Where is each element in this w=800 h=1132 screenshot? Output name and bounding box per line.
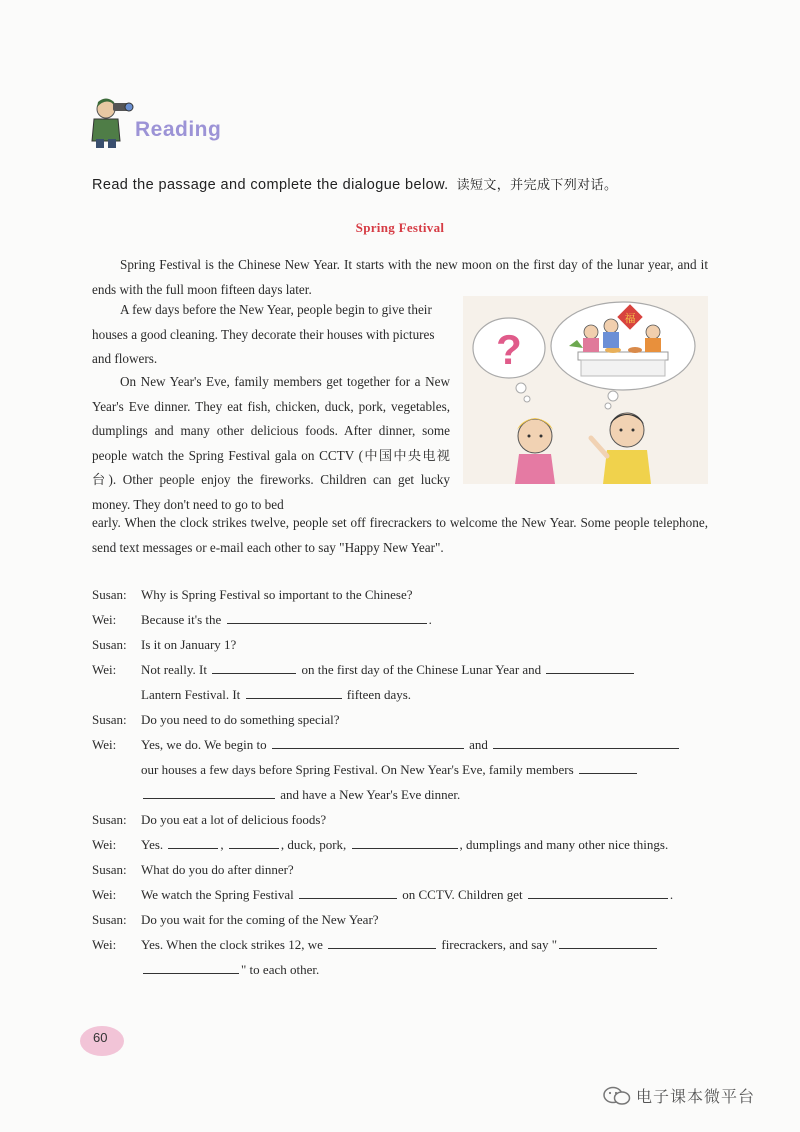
dialogue-line bbox=[92, 607, 712, 632]
dialogue-text: Because it's the . bbox=[141, 607, 432, 632]
dialogue-line bbox=[92, 857, 712, 882]
passage-paragraph-1: Spring Festival is the Chinese New Year. It starts with the new moon on the first day of the lunar year, and it ends with the full moon fifteen days later. bbox=[92, 257, 708, 297]
speaker-susan: Susan: bbox=[92, 862, 127, 877]
speaker-wei: Wei: bbox=[92, 737, 117, 752]
answer-blank[interactable] bbox=[227, 608, 427, 624]
instruction-english: Read the passage and complete the dialogue below. bbox=[92, 177, 449, 193]
dialogue-text: our houses a few days before Spring Festival. On New Year's Eve, family members bbox=[141, 757, 639, 782]
dialogue-line bbox=[92, 657, 712, 682]
dialogue-text: Yes. , , duck, pork, , dumplings and many other nice things. bbox=[141, 832, 668, 857]
question-mark-icon: ? bbox=[496, 326, 522, 373]
dialogue-line bbox=[92, 882, 712, 907]
dialogue-text: and have a New Year's Eve dinner. bbox=[141, 782, 460, 807]
dialogue-text: What do you do after dinner? bbox=[141, 862, 294, 877]
speaker-susan: Susan: bbox=[92, 812, 127, 827]
speaker-wei: Wei: bbox=[92, 662, 117, 677]
dialogue-text: We watch the Spring Festival on CCTV. Children get . bbox=[141, 882, 673, 907]
dialogue-line bbox=[92, 957, 712, 982]
passage-title: Spring Festival bbox=[355, 220, 445, 235]
answer-blank[interactable] bbox=[272, 733, 464, 749]
watermark-text: 电子课本微平台 bbox=[636, 1087, 756, 1106]
dialogue-line bbox=[92, 932, 712, 957]
answer-blank[interactable] bbox=[246, 683, 342, 699]
dialogue-text: " to each other. bbox=[141, 957, 319, 982]
passage-paragraph-2: A few days before the New Year, people begin to give their houses a good cleaning. They decorate their houses with pictures and flowers. bbox=[92, 302, 435, 366]
speaker-wei: Wei: bbox=[92, 887, 117, 902]
answer-blank[interactable] bbox=[299, 883, 397, 899]
dialogue-line bbox=[92, 907, 712, 932]
answer-blank[interactable] bbox=[229, 833, 279, 849]
dialogue-text: Yes. When the clock strikes 12, we firecrackers, and say " bbox=[141, 932, 659, 957]
dialogue-line bbox=[92, 757, 712, 782]
dialogue-line bbox=[92, 732, 712, 757]
reading-mascot-icon bbox=[84, 95, 134, 150]
dialogue-line bbox=[92, 682, 712, 707]
speaker-wei: Wei: bbox=[92, 837, 117, 852]
answer-blank[interactable] bbox=[579, 758, 637, 774]
speaker-susan: Susan: bbox=[92, 587, 127, 602]
answer-blank[interactable] bbox=[528, 883, 668, 899]
dialogue-line bbox=[92, 582, 712, 607]
passage-paragraph-3: On New Year's Eve, family members get together for a New Year's Eve dinner. They eat fish, chicken, duck, pork, vegetables, dumplings and many other delicious foods. After dinner, some people watch the Spring Festival gala on CCTV (中国中央电视台). Other people enjoy the fireworks. Children can get lucky money. They don't need to go to bed bbox=[92, 374, 450, 512]
answer-blank[interactable] bbox=[212, 658, 296, 674]
dialogue-text: Do you wait for the coming of the New Year? bbox=[141, 912, 379, 927]
dialogue-line bbox=[92, 832, 712, 857]
fu-character: 福 bbox=[624, 312, 636, 325]
dialogue-text: Do you eat a lot of delicious foods? bbox=[141, 812, 327, 827]
dialogue-text: Is it on January 1? bbox=[141, 637, 237, 652]
family-dinner-illustration bbox=[463, 296, 708, 484]
answer-blank[interactable] bbox=[352, 833, 458, 849]
dialogue bbox=[92, 582, 712, 982]
answer-blank[interactable] bbox=[493, 733, 679, 749]
speaker-wei: Wei: bbox=[92, 937, 117, 952]
speaker-susan: Susan: bbox=[92, 637, 127, 652]
dialogue-line bbox=[92, 707, 712, 732]
dialogue-line bbox=[92, 807, 712, 832]
instruction-chinese: 读短文，并完成下列对话。 bbox=[456, 178, 618, 193]
dialogue-text: Yes, we do. We begin to and bbox=[141, 732, 681, 757]
answer-blank[interactable] bbox=[546, 658, 634, 674]
speaker-wei: Wei: bbox=[92, 612, 117, 627]
dialogue-line bbox=[92, 632, 712, 657]
wechat-icon bbox=[602, 1085, 632, 1107]
dialogue-text: Lantern Festival. It fifteen days. bbox=[141, 682, 411, 707]
dialogue-text: Why is Spring Festival so important to the Chinese? bbox=[141, 587, 413, 602]
answer-blank[interactable] bbox=[559, 933, 657, 949]
answer-blank[interactable] bbox=[143, 958, 239, 974]
dialogue-line bbox=[92, 782, 712, 807]
answer-blank[interactable] bbox=[168, 833, 218, 849]
speaker-susan: Susan: bbox=[92, 712, 127, 727]
answer-blank[interactable] bbox=[143, 783, 275, 799]
dialogue-text: Not really. It on the first day of the Chinese Lunar Year and bbox=[141, 657, 636, 682]
speaker-susan: Susan: bbox=[92, 912, 127, 927]
instruction bbox=[92, 174, 617, 193]
section-title: Reading bbox=[135, 118, 222, 141]
answer-blank[interactable] bbox=[328, 933, 436, 949]
page-number: 60 bbox=[93, 1030, 108, 1045]
dialogue-text: Do you need to do something special? bbox=[141, 712, 340, 727]
passage-paragraph-3-continued: early. When the clock strikes twelve, people set off firecrackers to welcome the New Year. Some people telephone, send text messages or e-mail each other to say "Happy New Year". bbox=[92, 515, 708, 555]
